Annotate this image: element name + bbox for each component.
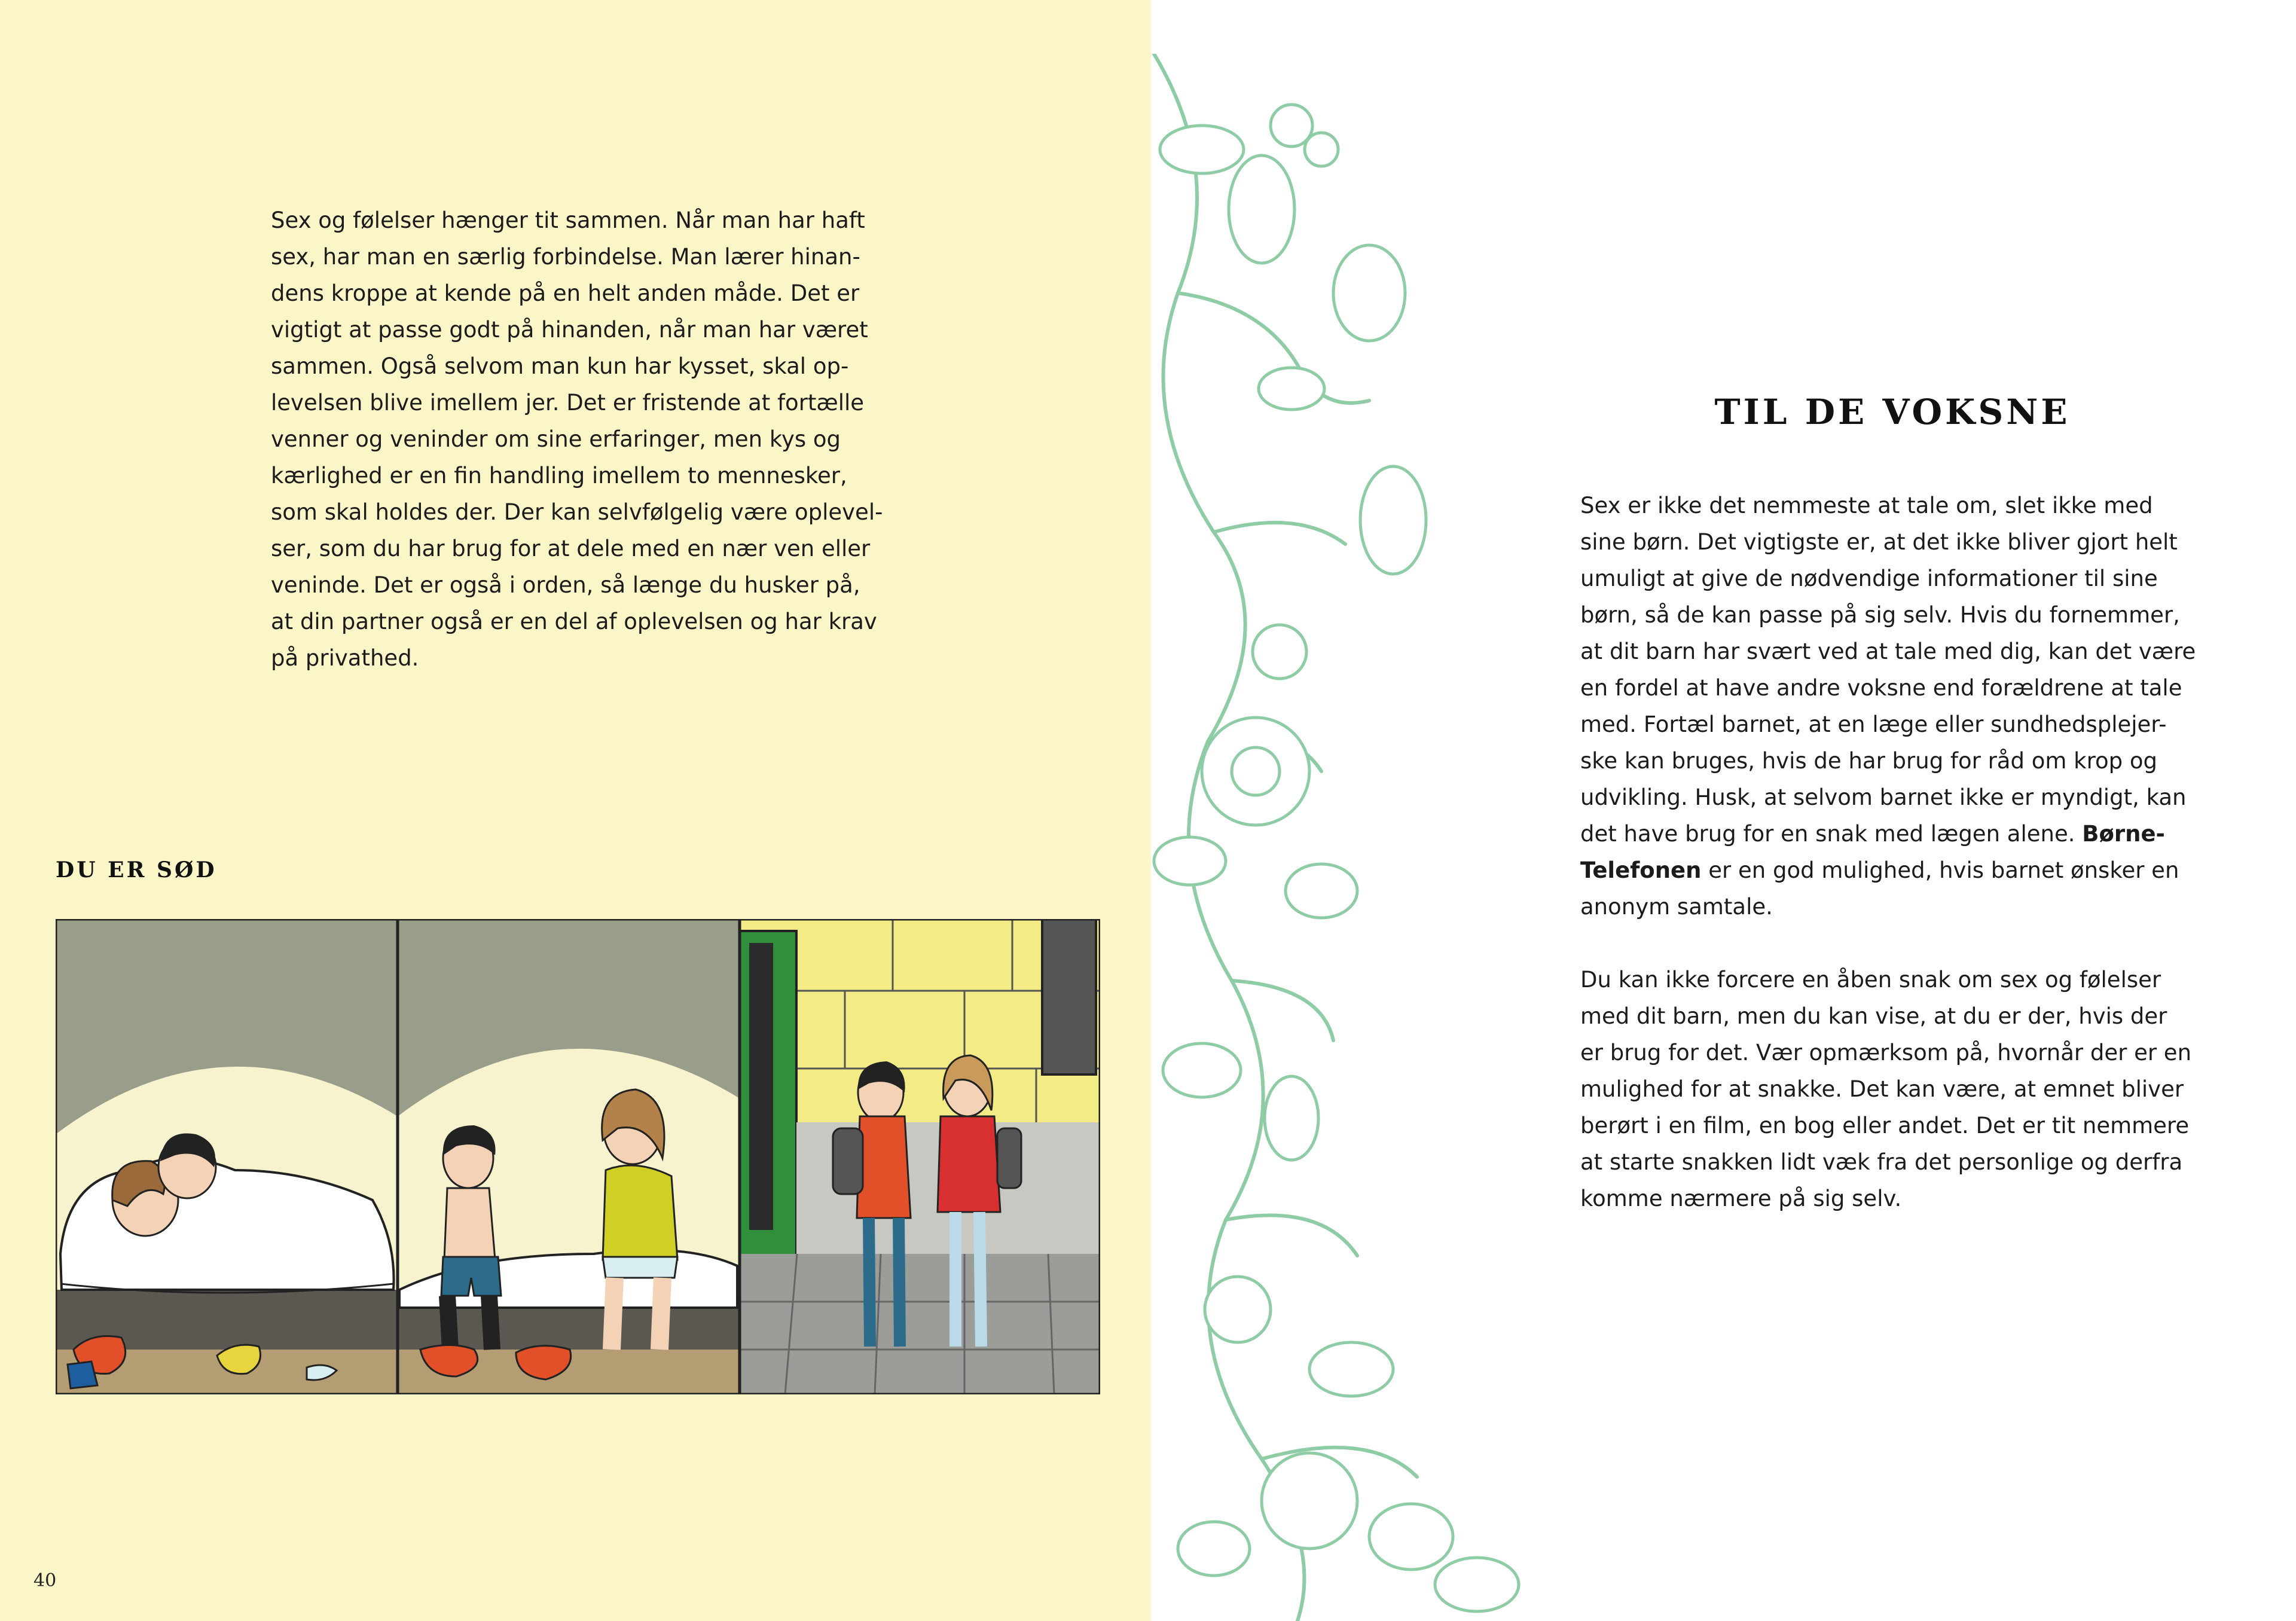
comic-panel-2 xyxy=(398,919,740,1394)
comic-panel-1 xyxy=(56,919,398,1394)
right-paragraph-1-bold: Børne- Telefonen xyxy=(1580,821,2165,883)
comic-strip xyxy=(56,919,1100,1394)
vine-illustration xyxy=(1142,54,1596,1621)
comic-panel-3 xyxy=(740,919,1100,1394)
right-paragraph-1-part-1: Sex er ikke det nemmeste at tale om, slet ikke med sine børn. Det vigtigste er, at det ikke bliver gjort helt umuligt at give de nødvendige informationer til sine børn, så de kan passe på sig selv. Hvis du fornemmer, at dit barn har svært ved at tale med dig, kan det være en fordel at have andre voksne end forældrene at tale med. Fortæl barnet, at en læge eller sundhedsplejer- ske kan bruges, hvis de har brug for råd om krop og udvikling. Husk, at selvom barnet ikke er myndigt, kan det have brug for en snak med lægen alene. xyxy=(1580,493,2196,847)
right-paragraph-1-part-2: er en god mulighed, hvis barnet ønsker en anonym samtale. xyxy=(1580,857,2179,920)
left-body-text: Sex og følelser hænger tit sammen. Når man har haft sex, har man en særlig forbindelse. Man lærer hinan- dens kroppe at kende på en helt anden måde. Det er vigtigt at passe godt på hinanden, når man har været sammen. Også selvom man kun har kysset, skal op- levelsen blive imellem jer. Det er fristende at fortælle venner og veninder om sine erfaringer, men kys og kærlighed er en fin handling imellem to mennesker, som skal holdes der. Der kan selvfølgelig være oplevel- ser, som du har brug for at dele med en nær ven eller veninde. Det er også i orden, så længe du husker på, at din partner også er en del af oplevelsen og har krav på privathed. xyxy=(271,207,883,671)
right-body-text xyxy=(1580,487,2220,1217)
page-number: 40 xyxy=(33,1570,57,1591)
comic-title: DU ER SØD xyxy=(56,857,217,883)
right-paragraph-2: Du kan ikke forcere en åben snak om sex og følelser med dit barn, men du kan vise, at du er der, hvis der er brug for det. Vær opmærksom på, hvornår der er en mulighed for at snakke. Det kan være, at emnet bliver berørt i en film, en bog eller andet. Det er tit nemmere at starte snakken lidt væk fra det personlige og derfra komme nærmere på sig selv. xyxy=(1580,967,2192,1211)
right-heading: TIL DE VOKSNE xyxy=(1714,392,2071,432)
